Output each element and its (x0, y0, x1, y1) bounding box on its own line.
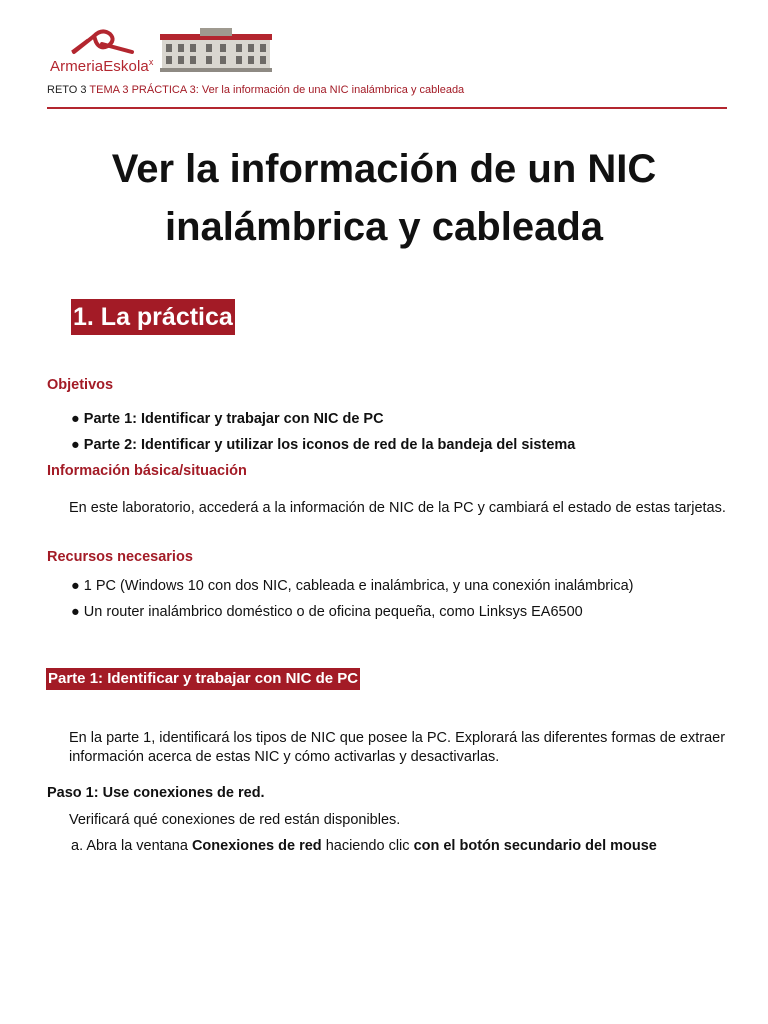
list-item: ● Parte 2: Identificar y utilizar los iconos de red de la bandeja del sistema (71, 437, 576, 453)
paso1-heading: Paso 1: Use conexiones de red. (47, 785, 265, 801)
logo-mark-icon (68, 22, 138, 58)
paso1-text: Verificará qué conexiones de red están disponibles. (69, 812, 401, 828)
objetivos-heading: Objetivos (47, 377, 114, 393)
page-title: Ver la información de un NIC inalámbrica y cableada (111, 147, 657, 249)
info-heading: Información básica/situación (47, 463, 247, 479)
header-divider (47, 107, 727, 109)
list-item: ● Un router inalámbrico doméstico o de oficina pequeña, como Linksys EA6500 (71, 604, 583, 620)
list-item: ● Parte 1: Identificar y trabajar con NIC de PC (71, 411, 384, 427)
breadcrumb (47, 84, 464, 96)
info-paragraph: En este laboratorio, accederá a la información de NIC de la PC y cambiará el estado de estas tarjetas. (69, 500, 726, 516)
list-item: ● 1 PC (Windows 10 con dos NIC, cableada e inalámbrica, y una conexión inalámbrica) (71, 578, 634, 594)
recursos-heading: Recursos necesarios (47, 549, 193, 565)
parte1-heading: Parte 1: Identificar y trabajar con NIC de PC (46, 668, 360, 690)
breadcrumb-prefix: RETO 3 (47, 84, 87, 96)
step-a: a. Abra la ventana Conexiones de red haciendo clic con el botón secundario del mouse (71, 838, 657, 854)
parte1-paragraph: En la parte 1, identificará los tipos de NIC que posee la PC. Explorará las diferentes formas de extraer información acerca de estas NIC y cómo activarlas y desactivarlas. (69, 730, 726, 765)
breadcrumb-title: TEMA 3 PRÁCTICA 3: Ver la información de una NIC inalámbrica y cableada (89, 84, 465, 96)
section-heading: 1. La práctica (71, 299, 235, 335)
logo-text: ArmeriaEskola$^x$ (50, 57, 154, 75)
school-building-icon (160, 28, 272, 74)
